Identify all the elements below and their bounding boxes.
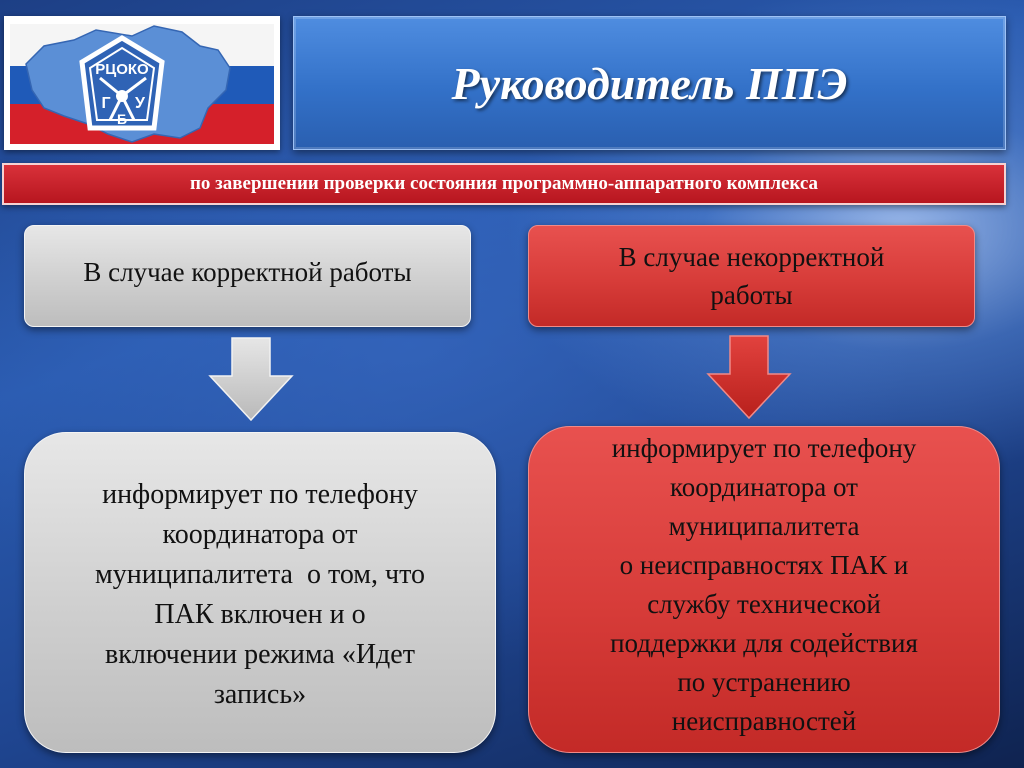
- correct-info-line: включении режима «Идет: [105, 639, 415, 670]
- correct-info-line: ПАК включен и о: [154, 599, 366, 630]
- rcoko-logo-image: [4, 16, 280, 150]
- incorrect-info-line: поддержки для содействия: [610, 628, 918, 658]
- logo-letter-u: У: [135, 95, 145, 112]
- incorrect-case-info-box: [528, 426, 1000, 753]
- incorrect-info-line: по устранению: [677, 667, 851, 697]
- incorrect-info-line: информирует по телефону: [611, 433, 917, 463]
- logo-text-top: РЦОКО: [95, 61, 149, 78]
- page-title: Руководитель ППЭ: [451, 57, 848, 109]
- correct-case-box: [24, 225, 471, 327]
- logo: [4, 16, 280, 150]
- correct-info-line: муниципалитета о том, что: [95, 559, 425, 590]
- logo-letter-b: Б: [116, 111, 128, 127]
- logo-letter-g: Г: [101, 95, 111, 112]
- incorrect-info-line: координатора от: [670, 472, 858, 502]
- correct-case-info-box: [24, 432, 496, 753]
- incorrect-info-line: о неисправностях ПАК и: [619, 550, 909, 580]
- incorrect-info-line: неисправностей: [671, 706, 857, 736]
- subtitle-banner: [2, 163, 1006, 205]
- incorrect-case-box: [528, 225, 975, 327]
- incorrect-case-label-line: В случае некорректной: [618, 242, 885, 272]
- correct-case-label: В случае корректной работы: [83, 256, 412, 287]
- down-arrow-icon-gray: [208, 336, 294, 422]
- correct-info-line: координатора от: [162, 519, 358, 550]
- banner-text: по завершении проверки состояния программно-аппаратного комплекса: [189, 173, 819, 194]
- correct-info-line: запись»: [213, 679, 307, 710]
- incorrect-info-line: муниципалитета: [668, 511, 860, 541]
- down-arrow-icon-red: [706, 334, 792, 420]
- incorrect-case-label-line: работы: [710, 280, 793, 310]
- correct-info-line: информирует по телефону: [102, 479, 418, 510]
- incorrect-info-line: службу технической: [647, 589, 881, 619]
- title-box: [293, 16, 1006, 150]
